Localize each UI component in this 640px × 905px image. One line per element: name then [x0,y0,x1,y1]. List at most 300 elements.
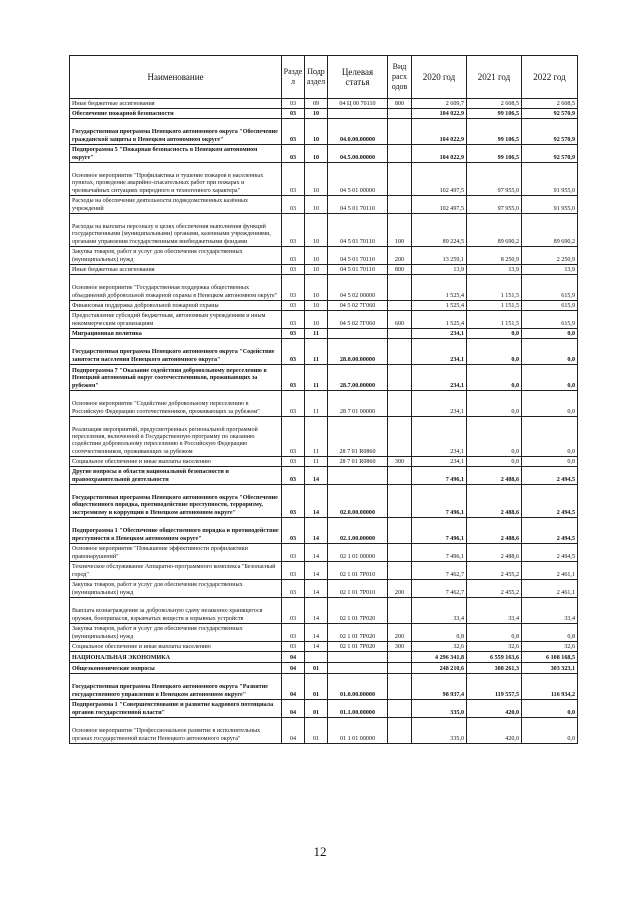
cell-2022: 92 570,9 [522,145,578,163]
cell-name: Расходы на выплаты персоналу в целях обеспечения выполнения функций государственными (муниципальными) органами, казенными учреждениями, органами управления государственными внебюджетными фондами [70,214,282,247]
cell-exp-type [388,365,412,391]
cell-2020: 234,1 [412,417,467,457]
budget-table-container [69,55,577,744]
cell-subsection: 14 [305,562,328,580]
cell-2022: 0,0 [522,329,578,339]
cell-2022: 2 494,5 [522,518,578,544]
cell-subsection: 10 [305,265,328,275]
cell-exp-type [388,119,412,145]
cell-exp-type: 600 [388,311,412,329]
cell-exp-type [388,301,412,311]
cell-target: 28 7 01 R0860 [328,417,388,457]
cell-subsection: 14 [305,485,328,518]
table-header-row [70,56,578,99]
cell-2021: 119 557,5 [467,674,522,700]
cell-name: Выплата вознаграждения за добровольную сдачу незаконно хранящегося оружия, боеприпасов, взрывчатых веществ и взрывных устройств [70,598,282,624]
cell-2020: 98 937,4 [412,674,467,700]
cell-exp-type: 300 [388,642,412,652]
cell-subsection: 10 [305,214,328,247]
table-row [70,163,578,196]
cell-2021: 33,4 [467,598,522,624]
cell-name: Подпрограмма 7 "Оказание содействия добровольному переселению в Ненецкий автономный округ соотечественников, проживающих за рубежом" [70,365,282,391]
cell-section: 03 [282,247,305,265]
table-row [70,196,578,214]
cell-2022: 13,9 [522,265,578,275]
cell-2022: 89 690,2 [522,214,578,247]
cell-2020: 104 022,9 [412,119,467,145]
cell-name: Основное мероприятие "Повышение эффективности профилактики правонарушений" [70,544,282,562]
cell-section: 03 [282,339,305,365]
cell-subsection: 14 [305,580,328,598]
table-row [70,642,578,652]
cell-2021: 0,0 [467,457,522,467]
cell-2021: 99 106,5 [467,119,522,145]
cell-subsection: 10 [305,247,328,265]
cell-2022: 0,0 [522,417,578,457]
cell-exp-type [388,718,412,744]
cell-2020: 335,0 [412,718,467,744]
table-row [70,391,578,417]
cell-2022: 0,0 [522,365,578,391]
cell-subsection: 10 [305,119,328,145]
cell-section: 03 [282,518,305,544]
table-row [70,247,578,265]
cell-name: Обеспечение пожарной безопасности [70,109,282,119]
cell-target: 04 Ц 00 70110 [328,99,388,109]
cell-name: Государственная программа Ненецкого автономного округа "Обеспечение гражданской защиты в Ненецком автономном округе" [70,119,282,145]
cell-2022: 2 608,5 [522,99,578,109]
cell-section: 03 [282,624,305,642]
cell-2022: 2 461,1 [522,580,578,598]
cell-subsection: 10 [305,145,328,163]
cell-2020: 102 497,5 [412,196,467,214]
cell-2022: 615,9 [522,275,578,301]
cell-exp-type [388,652,412,663]
cell-2022: 116 934,2 [522,674,578,700]
table-row [70,275,578,301]
cell-2021: 1 151,5 [467,311,522,329]
cell-2022: 2 494,5 [522,544,578,562]
cell-subsection: 14 [305,467,328,485]
cell-2021: 0,0 [467,339,522,365]
cell-exp-type: 100 [388,214,412,247]
table-row [70,329,578,339]
table-row [70,598,578,624]
cell-target: 02 1 01 7Р020 [328,642,388,652]
table-row [70,674,578,700]
table-row [70,301,578,311]
cell-target: 04 5 01 70110 [328,265,388,275]
cell-2022: 91 955,0 [522,196,578,214]
cell-2021: 2 488,6 [467,518,522,544]
cell-2022: 32,6 [522,642,578,652]
cell-2021: 2 488,6 [467,544,522,562]
cell-subsection: 10 [305,301,328,311]
cell-2020: 7 496,1 [412,485,467,518]
cell-2020: 234,1 [412,329,467,339]
cell-2022: 91 955,0 [522,163,578,196]
cell-target: 04.5.00.00000 [328,145,388,163]
cell-2020: 1 525,4 [412,301,467,311]
cell-name: Реализация мероприятий, предусмотренных региональной программой переселения, включенной в Государственную программу по оказанию содействия добровольному переселению в Российскую Федерацию соотечественников, проживающих за рубежом [70,417,282,457]
cell-subsection: 01 [305,663,328,674]
cell-2022: 615,9 [522,311,578,329]
cell-2021: 0,0 [467,329,522,339]
cell-2021: 97 955,0 [467,196,522,214]
cell-target: 04 5 02 00000 [328,275,388,301]
table-row [70,624,578,642]
cell-target: 04 5 01 00000 [328,163,388,196]
cell-exp-type: 200 [388,624,412,642]
table-row [70,265,578,275]
cell-2021: 420,0 [467,700,522,718]
cell-2020: 234,1 [412,365,467,391]
cell-section: 03 [282,642,305,652]
cell-2022: 2 494,5 [522,485,578,518]
cell-section: 03 [282,275,305,301]
cell-section: 03 [282,391,305,417]
cell-section: 03 [282,265,305,275]
table-row [70,700,578,718]
cell-2021: 420,0 [467,718,522,744]
cell-2021: 0,0 [467,365,522,391]
cell-subsection: 09 [305,99,328,109]
cell-target: 04 5 01 70110 [328,214,388,247]
cell-exp-type [388,663,412,674]
cell-exp-type [388,275,412,301]
cell-2022: 2 250,9 [522,247,578,265]
cell-2022: 2 494,5 [522,467,578,485]
cell-name: Миграционная политика [70,329,282,339]
cell-exp-type [388,145,412,163]
cell-subsection: 01 [305,700,328,718]
cell-2022: 6 108 168,5 [522,652,578,663]
cell-section: 03 [282,562,305,580]
cell-exp-type [388,598,412,624]
table-row [70,652,578,663]
cell-target: 02 1 01 7Р020 [328,624,388,642]
cell-subsection: 14 [305,544,328,562]
cell-2022: 303 323,1 [522,663,578,674]
cell-2020: 1 525,4 [412,311,467,329]
cell-subsection: 14 [305,642,328,652]
cell-name: Общеэкономические вопросы [70,663,282,674]
cell-section: 03 [282,301,305,311]
table-row [70,365,578,391]
cell-2022: 92 570,9 [522,119,578,145]
cell-section: 03 [282,485,305,518]
cell-2020: 7 496,1 [412,544,467,562]
cell-2020: 33,4 [412,598,467,624]
table-row [70,518,578,544]
cell-2021: 2 455,2 [467,580,522,598]
cell-subsection: 14 [305,624,328,642]
table-row [70,718,578,744]
cell-exp-type [388,109,412,119]
table-row [70,339,578,365]
cell-exp-type [388,329,412,339]
cell-exp-type [388,196,412,214]
cell-subsection: 11 [305,365,328,391]
cell-name: Закупка товаров, работ и услуг для обеспечения государственных (муниципальных) нужд [70,247,282,265]
cell-section: 03 [282,580,305,598]
cell-exp-type [388,391,412,417]
cell-exp-type [388,417,412,457]
cell-2020: 4 296 341,8 [412,652,467,663]
cell-2021: 97 955,0 [467,163,522,196]
table-row [70,663,578,674]
cell-2020: 13,9 [412,265,467,275]
cell-subsection: 11 [305,329,328,339]
table-row [70,145,578,163]
cell-name: Государственная программа Ненецкого автономного округа "Содействие занятости населения Ненецкого автономного округа" [70,339,282,365]
cell-2021: 1 151,5 [467,275,522,301]
cell-exp-type [388,485,412,518]
cell-target: 02 1 01 7Р020 [328,598,388,624]
cell-section: 03 [282,417,305,457]
cell-2020: 335,0 [412,700,467,718]
cell-subsection: 10 [305,311,328,329]
cell-target: 04 5 02 7Г060 [328,311,388,329]
table-row [70,109,578,119]
table-row [70,485,578,518]
cell-name: Государственная программа Ненецкого автономного округа "Развитие государственного управления в Ненецком автономном округе" [70,674,282,700]
budget-table [69,55,578,744]
cell-section: 03 [282,163,305,196]
cell-target [328,329,388,339]
cell-subsection: 11 [305,457,328,467]
table-row [70,562,578,580]
cell-exp-type [388,674,412,700]
cell-target: 01.0.00.00000 [328,674,388,700]
cell-2020: 7 496,1 [412,467,467,485]
cell-section: 03 [282,544,305,562]
col-header-2022: 2022 год [522,56,578,99]
cell-subsection: 01 [305,718,328,744]
cell-exp-type: 800 [388,265,412,275]
cell-subsection: 10 [305,196,328,214]
cell-target: 04 5 01 70110 [328,247,388,265]
cell-target: 28.0.00.00000 [328,339,388,365]
cell-2021: 1 151,5 [467,301,522,311]
cell-2022: 2 461,1 [522,562,578,580]
cell-target: 01 1 01 00000 [328,718,388,744]
cell-target: 04 5 01 70110 [328,196,388,214]
cell-2020: 0,8 [412,624,467,642]
table-row [70,119,578,145]
cell-section: 03 [282,109,305,119]
cell-name: Государственная программа Ненецкого автономного округа "Обеспечение общественного порядка, противодействие преступности, терроризму, экстремизму и коррупции в Ненецком автономном округе" [70,485,282,518]
cell-section: 03 [282,119,305,145]
cell-section: 04 [282,652,305,663]
cell-2022: 0,0 [522,718,578,744]
cell-section: 03 [282,99,305,109]
cell-name: Финансовая поддержка добровольной пожарной охраны [70,301,282,311]
col-header-exp-type: Вид расх одов [388,56,412,99]
cell-2020: 89 224,5 [412,214,467,247]
table-row [70,580,578,598]
cell-section: 03 [282,365,305,391]
cell-target: 02 1 01 7Р010 [328,580,388,598]
cell-2022: 615,9 [522,301,578,311]
cell-subsection: 14 [305,518,328,544]
cell-exp-type: 300 [388,457,412,467]
cell-name: Социальное обеспечение и иные выплаты населению [70,457,282,467]
cell-name: Подпрограмма 5 "Пожарная безопасность в Ненецком автономном округе" [70,145,282,163]
table-row [70,457,578,467]
cell-2021: 8 250,9 [467,247,522,265]
table-row [70,311,578,329]
cell-name: Основное мероприятие "Профилактика и тушение пожаров в населенных пунктах, проведение аварийно-спасательных работ при пожарах и чрезвычайных ситуациях природного и техногенного характера" [70,163,282,196]
cell-name: Иные бюджетные ассигнования [70,99,282,109]
cell-name: НАЦИОНАЛЬНАЯ ЭКОНОМИКА [70,652,282,663]
cell-target: 02.1.00.00000 [328,518,388,544]
cell-exp-type [388,562,412,580]
cell-2020: 7 462,7 [412,562,467,580]
cell-target: 02.0.00.00000 [328,485,388,518]
cell-section: 04 [282,718,305,744]
cell-subsection: 14 [305,598,328,624]
cell-exp-type: 200 [388,247,412,265]
cell-2021: 89 690,2 [467,214,522,247]
cell-section: 04 [282,674,305,700]
table-body [70,99,578,744]
cell-section: 03 [282,457,305,467]
cell-2021: 13,9 [467,265,522,275]
col-header-2021: 2021 год [467,56,522,99]
cell-subsection: 11 [305,417,328,457]
cell-2020: 13 259,1 [412,247,467,265]
cell-section: 03 [282,145,305,163]
cell-name: Расходы на обеспечение деятельности подведомственных казённых учреждений [70,196,282,214]
cell-2022: 92 570,9 [522,109,578,119]
cell-2020: 102 497,5 [412,163,467,196]
cell-subsection: 10 [305,109,328,119]
cell-exp-type [388,163,412,196]
cell-2021: 99 106,5 [467,109,522,119]
cell-exp-type [388,467,412,485]
page-number: 12 [313,844,327,859]
cell-2021: 0,0 [467,391,522,417]
cell-2021: 2 488,6 [467,485,522,518]
col-header-2020: 2020 год [412,56,467,99]
col-header-subsection: Подр аздел [305,56,328,99]
cell-target [328,467,388,485]
cell-2022: 0,8 [522,624,578,642]
cell-name: Подпрограмма 1 "Обеспечение общественного порядка и противодействие преступности в Ненецком автономном округе" [70,518,282,544]
cell-target: 01.1.00.00000 [328,700,388,718]
cell-section: 03 [282,329,305,339]
cell-exp-type [388,544,412,562]
cell-name: Предоставление субсидий бюджетным, автономным учреждениям и иным некоммерческим организациям [70,311,282,329]
cell-2021: 0,8 [467,624,522,642]
cell-target: 02 1 01 00000 [328,544,388,562]
cell-2022: 0,0 [522,339,578,365]
cell-2021: 308 261,3 [467,663,522,674]
cell-2021: 0,0 [467,417,522,457]
table-row [70,214,578,247]
cell-exp-type [388,518,412,544]
cell-2021: 2 455,2 [467,562,522,580]
cell-name: Закупка товаров, работ и услуг для обеспечения государственных (муниципальных) нужд [70,624,282,642]
cell-section: 04 [282,663,305,674]
cell-target: 02 1 01 7Р010 [328,562,388,580]
cell-exp-type: 200 [388,580,412,598]
cell-target: 28 7 01 R0860 [328,457,388,467]
cell-name: Основное мероприятие "Профессиональное развитие в исполнительных органах государственной власти Ненецкого автономного округа" [70,718,282,744]
cell-subsection: 10 [305,275,328,301]
cell-name: Закупка товаров, работ и услуг для обеспечения государственных (муниципальных) нужд [70,580,282,598]
cell-target [328,652,388,663]
cell-section: 04 [282,700,305,718]
cell-target: 04.0.00.00000 [328,119,388,145]
cell-target [328,663,388,674]
cell-name: Социальное обеспечение и иные выплаты населению [70,642,282,652]
cell-2021: 32,6 [467,642,522,652]
cell-section: 03 [282,196,305,214]
cell-target: 04 5 02 7Г060 [328,301,388,311]
cell-subsection: 10 [305,163,328,196]
cell-2020: 1 525,4 [412,275,467,301]
cell-subsection [305,652,328,663]
table-row [70,544,578,562]
cell-2020: 104 022,9 [412,145,467,163]
cell-2022: 0,0 [522,391,578,417]
cell-name: Техническое обслуживание Аппаратно-программного комплекса "Безопасный город" [70,562,282,580]
cell-2020: 32,6 [412,642,467,652]
cell-2020: 7 496,1 [412,518,467,544]
col-header-target: Целевая статья [328,56,388,99]
cell-2020: 234,1 [412,457,467,467]
cell-2020: 104 022,9 [412,109,467,119]
col-header-name: Наименование [70,56,282,99]
cell-target [328,109,388,119]
cell-exp-type [388,700,412,718]
cell-exp-type: 800 [388,99,412,109]
cell-2022: 33,4 [522,598,578,624]
cell-2021: 99 106,5 [467,145,522,163]
cell-2021: 6 559 163,6 [467,652,522,663]
table-row [70,467,578,485]
cell-2020: 234,1 [412,339,467,365]
cell-name: Основное мероприятие "Государственная поддержка общественных объединений добровольной пожарной охраны в Ненецком автономном округе" [70,275,282,301]
cell-subsection: 11 [305,391,328,417]
cell-section: 03 [282,311,305,329]
cell-2022: 0,0 [522,457,578,467]
cell-section: 03 [282,467,305,485]
cell-name: Другие вопросы в области национальной безопасности и правоохранительной деятельности [70,467,282,485]
cell-name: Иные бюджетные ассигнования [70,265,282,275]
cell-subsection: 11 [305,339,328,365]
table-row [70,417,578,457]
cell-2020: 248 210,6 [412,663,467,674]
table-row [70,99,578,109]
cell-2020: 234,1 [412,391,467,417]
cell-target: 28.7.00.00000 [328,365,388,391]
cell-2021: 2 488,6 [467,467,522,485]
cell-subsection: 01 [305,674,328,700]
cell-2020: 7 462,7 [412,580,467,598]
cell-exp-type [388,339,412,365]
cell-2022: 0,0 [522,700,578,718]
cell-2021: 2 608,5 [467,99,522,109]
cell-target: 28 7 01 00000 [328,391,388,417]
cell-section: 03 [282,598,305,624]
cell-name: Подпрограмма 1 "Совершенствование и развитие кадрового потенциала органов государственной власти" [70,700,282,718]
cell-2020: 2 609,7 [412,99,467,109]
cell-section: 03 [282,214,305,247]
cell-name: Основное мероприятие "Содействие добровольному переселению в Российскую Федерацию соотечественников, проживающих за рубежом" [70,391,282,417]
